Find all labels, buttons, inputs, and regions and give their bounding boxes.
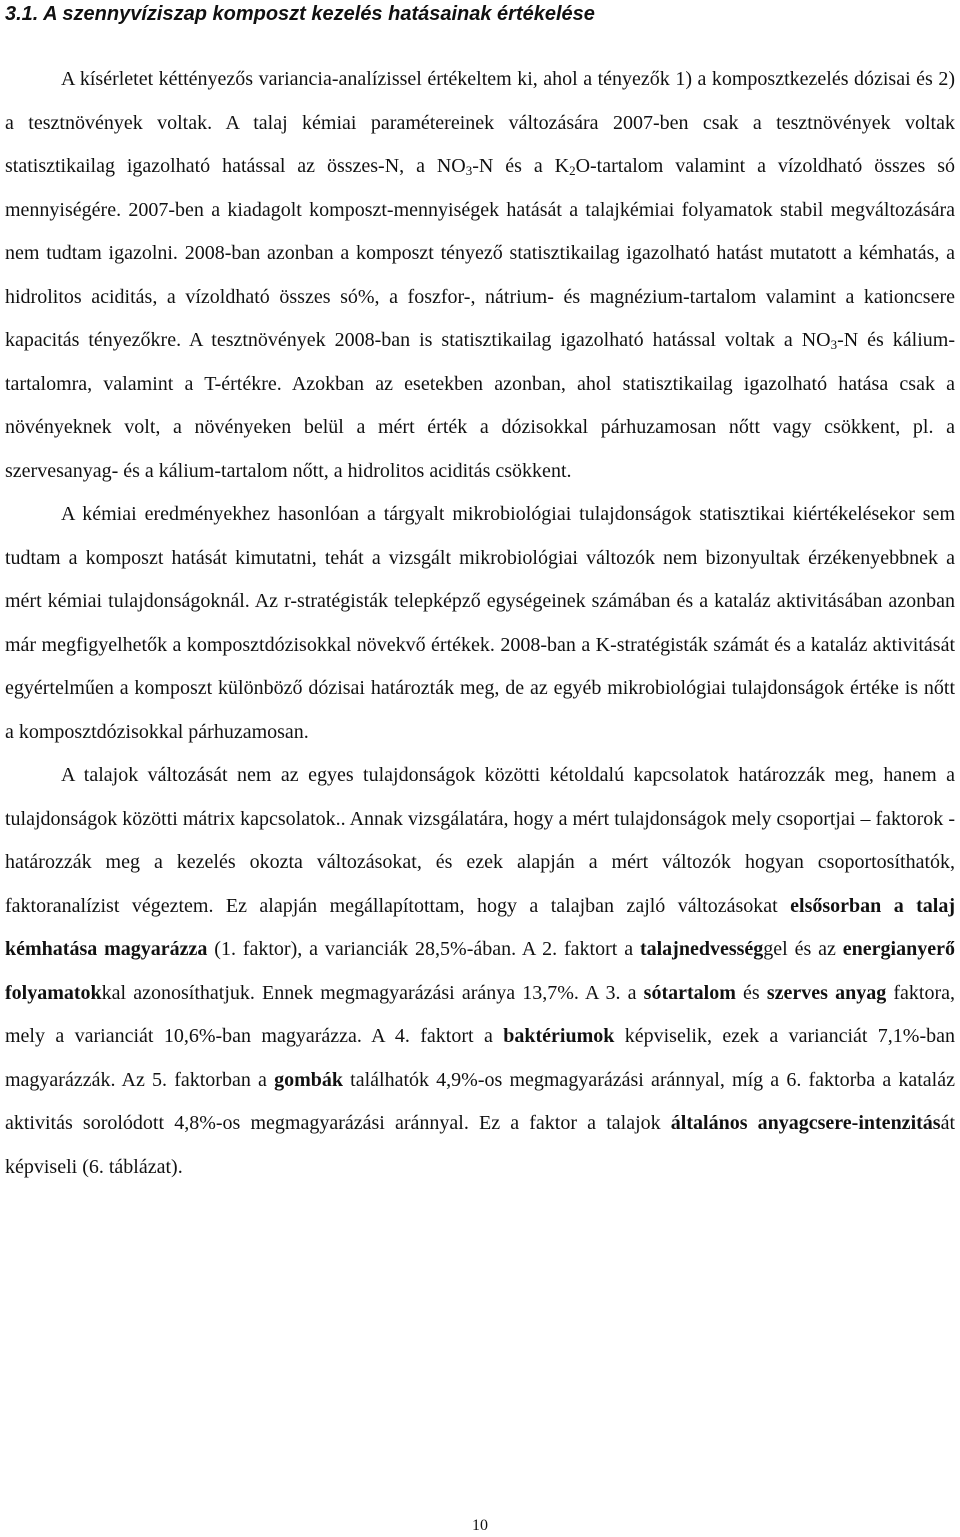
text-run: kal azonosíthatjuk. Ennek megmagyarázási aránya 13,7%. A 3. a [101,981,644,1004]
paragraph-statistical-evaluation [5,58,955,493]
subscript-text: 3 [830,337,838,352]
emphasized-term: talajnedvesség [639,938,764,960]
emphasized-term: baktériumok [503,1025,615,1047]
text-run: -N és a K [472,155,570,177]
text-run: képviselik, ezek a varianciát 7,1%-ban magyarázzák. Az 5. faktorban a [5,1025,956,1091]
emphasized-term: elsősorban a talaj kémhatása magyarázza [5,894,956,960]
paragraph-microbiological-results [5,493,955,754]
paragraph-factor-analysis [5,754,955,1189]
text-run: faktora, mely a varianciát 10,6%-ban magyarázza. A 4. faktort a [5,981,955,1047]
subscript-text: 2 [569,163,576,178]
text-run: A kísérletet kéttényezős variancia-analízissel értékeltem ki, ahol a tényezők 1) a komposztkezelés dózisai és 2) a tesztnövények voltak. A talaj kémiai paramétereinek változására 2007-ben csak a tesztnövények voltak statisztikailag igazolható hatással az összes-N, a NO [5,68,955,177]
text-run: -N és kálium-tartalomra, valamint a T-értékre. Azokban az esetekben azonban, ahol statisztikailag igazolható hatása csak a növényeknek volt, a növényeken belül a mért érték a dózisokkal párhuzamosan nőtt vagy csökkent, pl. a szervesanyag- és a kálium-tartalom nőtt, a hidrolitos aciditás csökkent. [5,329,955,482]
text-run: találhatók 4,9%-os megmagyarázási aránnyal, míg a 6. faktorba a kataláz aktivitás sorolódott 4,8%-os megmagyarázási aránnyal. Ez a faktor a talajok [5,1068,955,1134]
text-run: és [735,981,767,1004]
text-run: A talajok változását nem az egyes tulajdonságok közötti kétoldalú kapcsolatok határozzák meg, hanem a tulajdonságok közötti mátrix kapcsolatok.. Annak vizsgálatára, hogy a mért tulajdonságok mely csoportjai – faktorok - határozzák meg a kezelés okozta változásokat, és ezek alapján a mért változók hogyan csoportosíthatók, faktoranalízist végeztem. Ez alapján megállapítottam, hogy a talajban zajló változásokat [5,764,955,917]
emphasized-term: energianyerő folyamatok [5,938,955,1004]
emphasized-term: sótartalom [643,981,736,1004]
text-run: gel és az [763,938,843,960]
section-heading: 3.1. A szennyvíziszap komposzt kezelés hatásainak értékelése [5,3,595,25]
page-number: 10 [472,1517,488,1534]
emphasized-term: gombák [274,1068,343,1091]
emphasized-term: szerves anyag [766,981,887,1004]
subscript-text: 3 [465,163,473,178]
text-run: (1. faktor), a varianciák 28,5%-ában. A 2. faktort a [207,938,640,960]
emphasized-term: általános anyagcsere-intenzitás [670,1112,941,1134]
text-run: át képviseli (6. táblázat). [5,1112,955,1178]
text-run: A kémiai eredményekhez hasonlóan a tárgyalt mikrobiológiai tulajdonságok statisztikai kiértékelésekor sem tudtam a komposzt hatását kimutatni, tehát a vizsgált mikrobiológiai változók nem bizonyultak érzékenyebbnek a mért kémiai tulajdonságoknál. Az r-stratégisták telepképző egységeinek számában és a kataláz aktivitásában azonban már megfigyelhetők a komposztdózisokkal növekvő értékek. 2008-ban a K-stratégisták számát és a kataláz aktivitását egyértelműen a komposzt különböző dózisai határozták meg, de az egyéb mikrobiológiai tulajdonságok értéke is nőtt a komposztdózisokkal párhuzamosan. [5,503,955,743]
document-page [5,0,955,1189]
text-run: O-tartalom valamint a vízoldható összes só mennyiségére. 2007-ben a kiadagolt komposzt-mennyiségek hatását a talajkémiai folyamatok stabil megváltozására nem tudtam igazolni. 2008-ban azonban a komposzt tényező statisztikailag igazolható hatást mutatott a kémhatás, a hidrolitos aciditás, a vízoldható összes só%, a foszfor-, nátrium- és magnézium-tartalom valamint a kationcsere kapacitás tényezőkre. A tesztnövények 2008-ban is statisztikailag igazolható hatással voltak a NO [5,155,956,351]
